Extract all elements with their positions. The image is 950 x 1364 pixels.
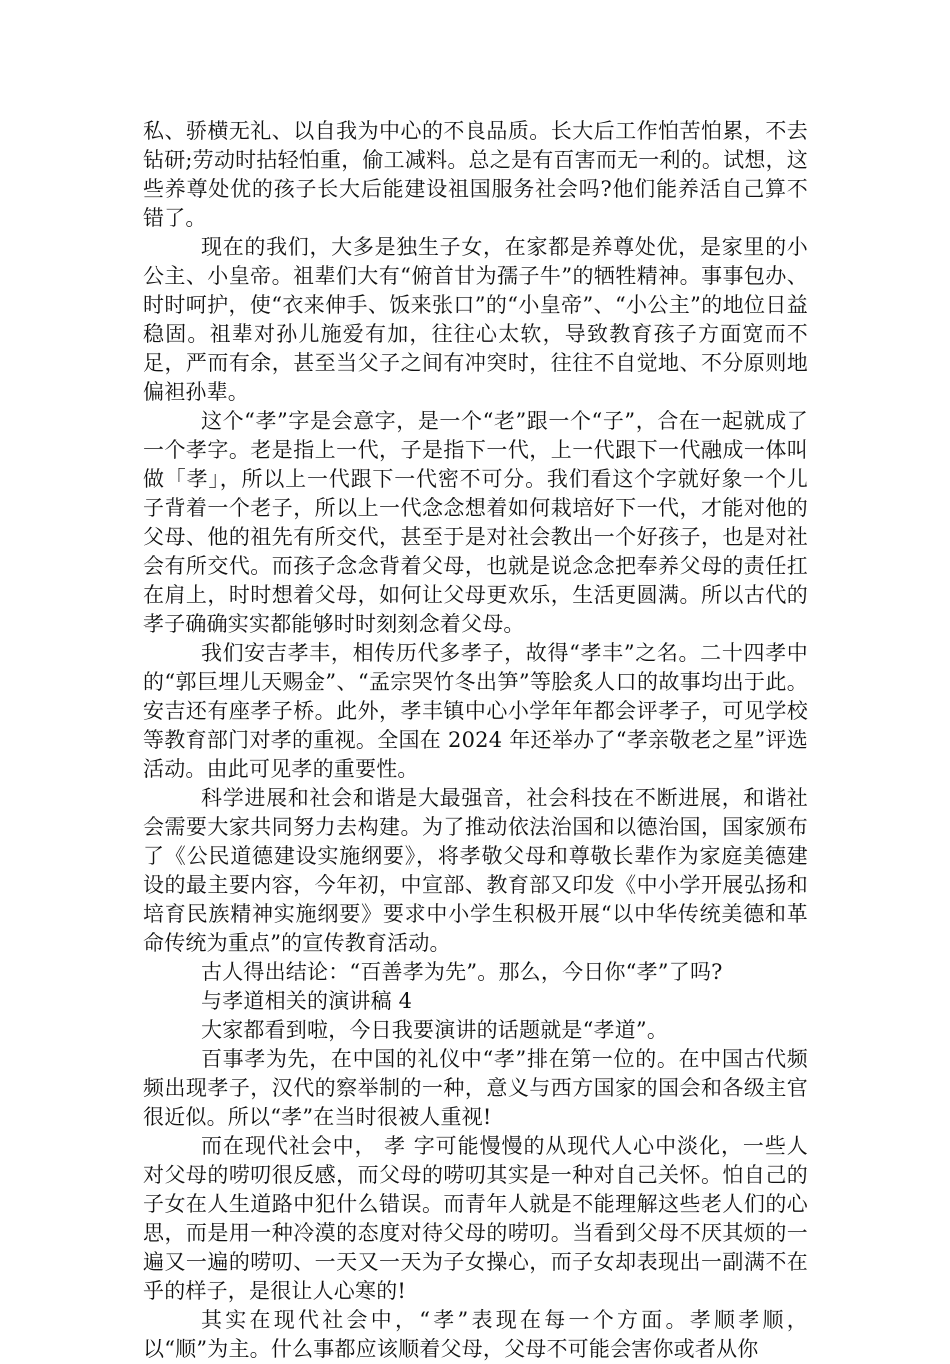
paragraph-8: 大家都看到啦，今日我要演讲的话题就是“孝道”。 [201,1018,669,1042]
paragraph-9: 百事孝为先，在中国的礼仪中“孝”排在第一位的。在中国古代频频出现孝子，汉代的察举制的一种，意义与西方国家的国会和各级主官很近似。所以“孝”在当时很被人重视! [143,1047,808,1129]
section-heading: 与孝道相关的演讲稿 4 [201,989,413,1013]
paragraph-5: 科学进展和社会和谐是大最强音，社会科技在不断进展，和谐社会需要大家共同努力去构建。为了推动依法治国和以德治国，国家颁布了《公民道德建设实施纲要》，将孝敬父母和尊敬长辈作为家庭美德建设的最主要内容，今年初，中宣部、教育部又印发《中小学开展弘扬和培育民族精神实施纲要》要求中小学生积极开展“以中华传统美德和革命传统为重点”的宣传教育活动。 [143,786,808,955]
paragraph-6: 古人得出结论：“百善孝为先”。那么，今日你“孝”了吗? [201,960,723,984]
paragraph-4: 我们安吉孝丰，相传历代多孝子，故得“孝丰”之名。二十四孝中的“郭巨埋儿天赐金”、“孟宗哭竹冬出笋”等脍炙人口的故事均出于此。安吉还有座孝子桥。此外，孝丰镇中心小学年年都会评孝子，可见学校等教育部门对孝的重视。全国在 2024 年还举办了“孝亲敬老之星”评选活动。由此可见孝的重要性。 [143,641,808,781]
document-body [143,117,808,1364]
paragraph-11: 其实在现代社会中，“孝”表现在每一个方面。孝顺孝顺，以“顺”为主。什么事都应该顺着父母，父母不可能会害你或者从你 [143,1308,808,1361]
paragraph-10: 而在现代社会中， 孝 字可能慢慢的从现代人心中淡化，一些人对父母的唠叨很反感，而父母的唠叨其实是一种对自己关怀。怕自己的子女在人生道路中犯什么错误。而青年人就是不能理解这些老人们的心思，而是用一种冷漠的态度对待父母的唠叨。当看到父母不厌其烦的一遍又一遍的唠叨、一天又一天为子女操心，而子女却表现出一副满不在乎的样子，是很让人心寒的! [143,1134,808,1303]
paragraph-2: 现在的我们，大多是独生子女，在家都是养尊处优，是家里的小公主、小皇帝。祖辈们大有“俯首甘为孺子牛”的牺牲精神。事事包办、时时呵护，使“衣来伸手、饭来张口”的“小皇帝”、“小公主”的地位日益稳固。祖辈对孙儿施爱有加，往往心太软，导致教育孩子方面宽而不足，严而有余，甚至当父子之间有冲突时，往往不自觉地、不分原则地偏袒孙辈。 [143,235,808,404]
paragraph-1: 私、骄横无礼、以自我为中心的不良品质。长大后工作怕苦怕累，不去钻研;劳动时拈轻怕重，偷工减料。总之是有百害而无一利的。试想，这些养尊处优的孩子长大后能建设祖国服务社会吗?他们能养活自己算不错了。 [143,119,808,230]
paragraph-3: 这个“孝”字是会意字，是一个“老”跟一个“子”，合在一起就成了一个孝字。老是指上一代，子是指下一代，上一代跟下一代融成一体叫做「孝」，所以上一代跟下一代密不可分。我们看这个字就好象一个儿子背着一个老子，所以上一代念念想着如何栽培好下一代，才能对他的父母、他的祖先有所交代，甚至于是对社会教出一个好孩子，也是对社会有所交代。而孩子念念背着父母，也就是说念念把奉养父母的责任扛在肩上，时时想着父母，如何让父母更欢乐，生活更圆满。所以古代的孝子确确实实都能够时时刻刻念着父母。 [143,409,808,636]
